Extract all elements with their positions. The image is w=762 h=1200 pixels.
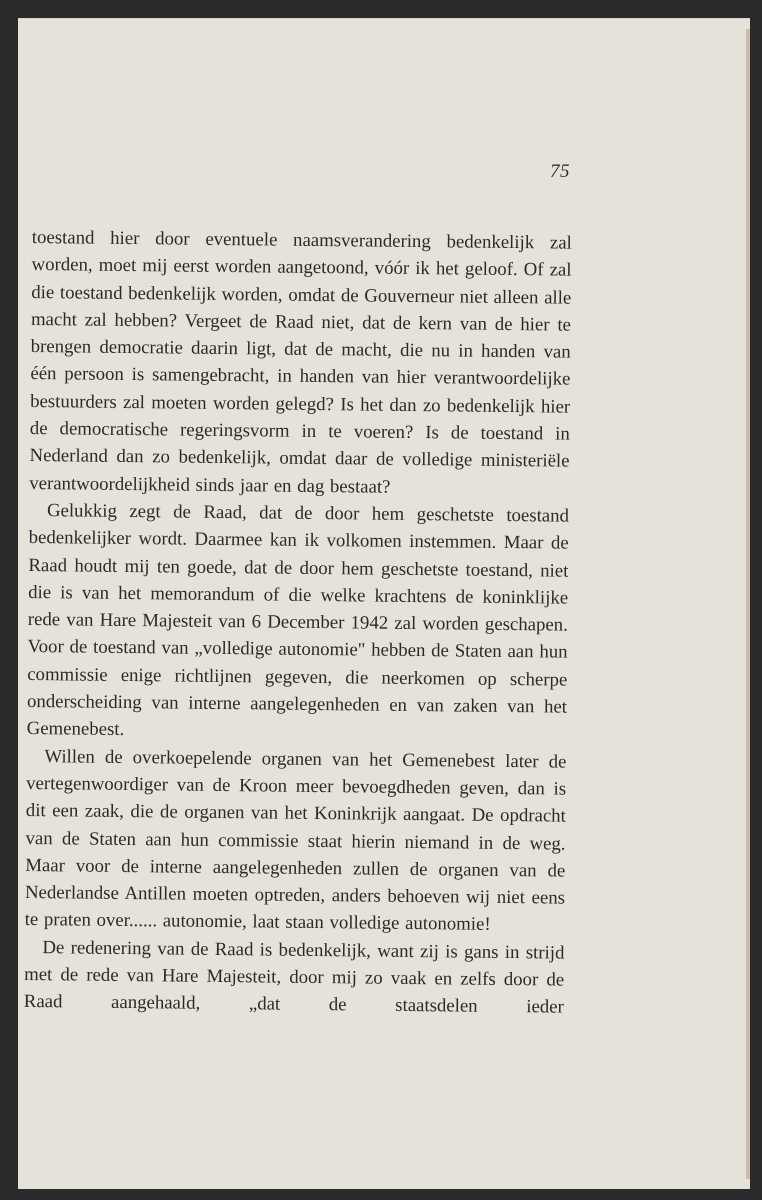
paragraph-2: Gelukkig zegt de Raad, dat de door hem geschetste toestand bedenkelijker wordt. Daarmee kan ik volkomen instemmen. Maar de Raad houdt mij ten goede, dat de door hem geschetste toestand, niet die is van het memorandum of die welke krachtens de koninklijke rede van Hare Majesteit van 6 December 1942 zal worden geschapen. Voor de toestand van „volledige autonomie" hebben de Staten aan hun commissie enige richtlijnen gegeven, die neerkomen op scherpe onderscheiding van interne aangelegenheden en van zaken van het Gemenebest. [26,500,570,741]
paragraph-3: Willen de overkoepelende organen van het Gemenebest later de vertegenwoordiger van de Kroon meer bevoegdheden geven, dan is dit een zaak, die de organen van het Koninkrijk aangaat. De opdracht van de Staten aan hun commissie staat hierin niemand in de weg. Maar voor de interne aangelegenheden zullen de organen van de Nederlandse Antillen moeten optreden, anders behoeven wij niet eens te praten over...... autonomie, laat staan volledige autonomie! [24,745,567,936]
paragraph-4: De redenering van de Raad is bedenkelijk, want zij is gans in strijd met de rede van Hare Majesteit, door mij zo vaak en zelfs door de Raad aangehaald, „dat de staatsdelen ieder [23,936,565,1018]
paragraph-1: toestand hier door eventuele naamsverandering bedenkelijk zal worden, moet mij eerst worden aangetoond, vóór ik het geloof. Of zal die toestand bedenkelijk worden, omdat de Gouverneur niet alleen alle macht zal hebben? Vergeet de Raad niet, dat de kern van de hier te brengen democratie daarin ligt, dat de macht, die nu in handen van één persoon is samengebracht, in handen van hier verantwoordelijke bestuurders zal moeten worden gelegd? Is het dan zo bedenkelijk hier de democratische regeringsvorm in te voeren? Is de toestand in Nederland dan zo bedenkelijk, omdat daar de volledige ministeriële verantwoordelijkheid sinds jaar en dag bestaat? [29,226,572,498]
body-text [24,224,572,1021]
page-edge [746,29,750,1179]
page-number: 75 [550,161,570,182]
book-page [18,18,750,1189]
